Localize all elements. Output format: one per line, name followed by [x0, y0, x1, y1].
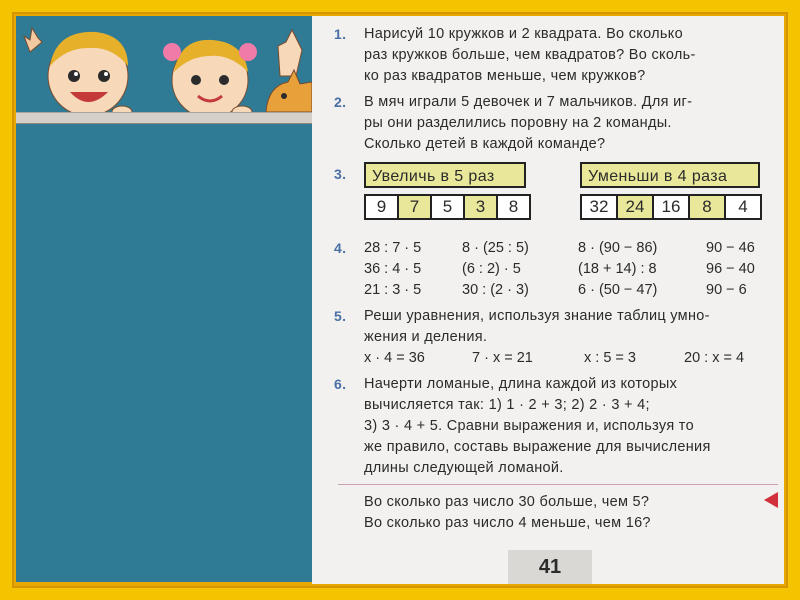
text-line: В мяч играли 5 девочек и 7 мальчиков. Для иг- — [364, 94, 693, 110]
expression: 30 : (2 · 3) — [462, 282, 529, 298]
textbook-page — [312, 16, 784, 584]
question: Во сколько раз число 30 больше, чем 5? — [364, 494, 650, 510]
task-number: 5. — [334, 308, 347, 324]
page-number: 41 — [508, 550, 592, 584]
expression: 90 − 6 — [706, 282, 747, 298]
text-line: же правило, составь выражение для вычисления — [364, 439, 711, 455]
text-line: жения и деления. — [364, 329, 488, 345]
equation: x : 5 = 3 — [584, 350, 636, 366]
task-text — [364, 306, 784, 348]
question: Во сколько раз число 4 меньше, чем 16? — [364, 515, 651, 531]
fence-rail — [16, 112, 312, 124]
number-cell: 16 — [652, 194, 690, 220]
decrease-cells — [580, 194, 760, 220]
text-line: 3) 3 · 4 + 5. Сравни выражения и, используя то — [364, 418, 694, 434]
number-cell: 8 — [688, 194, 726, 220]
illustration-panel — [16, 16, 312, 582]
expression-column-3 — [578, 238, 657, 301]
expression: 90 − 46 — [706, 240, 755, 256]
expression-column-1 — [364, 238, 421, 301]
equation: 7 · x = 21 — [472, 350, 533, 366]
question-text — [364, 492, 764, 534]
number-cell: 24 — [616, 194, 654, 220]
text-line: Начерти ломаные, длина каждой из которых — [364, 376, 678, 392]
task-number: 2. — [334, 94, 347, 110]
expression: 28 : 7 · 5 — [364, 240, 422, 256]
decrease-box-title: Уменьши в 4 раза — [580, 162, 760, 188]
increase-cells — [364, 194, 529, 220]
task-text — [364, 92, 784, 155]
expression: 21 : 3 · 5 — [364, 282, 422, 298]
task-number: 6. — [334, 376, 347, 392]
expression: 6 · (50 − 47) — [578, 282, 658, 298]
text-line: вычисляется так: 1) 1 · 2 + 3; 2) 2 · 3 + 4; — [364, 397, 650, 413]
equation: 20 : x = 4 — [684, 350, 745, 366]
task-text — [364, 374, 784, 479]
number-cell: 3 — [463, 194, 498, 220]
increase-box-title: Увеличь в 5 раз — [364, 162, 526, 188]
text-line: Нарисуй 10 кружков и 2 квадрата. Во сколько — [364, 26, 683, 42]
task-text — [364, 24, 784, 87]
section-divider — [338, 484, 778, 485]
expression-column-4 — [706, 238, 755, 301]
text-line: раз кружков больше, чем квадратов? Во сколь- — [364, 47, 696, 63]
expression: (18 + 14) : 8 — [578, 261, 657, 277]
task-number: 3. — [334, 166, 347, 182]
text-line: Сколько детей в каждой команде? — [364, 136, 606, 152]
number-cell: 5 — [430, 194, 465, 220]
number-cell: 9 — [364, 194, 399, 220]
expression: 8 · (90 − 86) — [578, 240, 658, 256]
expression: 36 : 4 · 5 — [364, 261, 422, 277]
number-cell: 32 — [580, 194, 618, 220]
expression: 96 − 40 — [706, 261, 755, 277]
text-line: ры они разделились поровну на 2 команды. — [364, 115, 672, 131]
expression: (6 : 2) · 5 — [462, 261, 521, 277]
text-line: ко раз квадратов меньше, чем кружков? — [364, 68, 646, 84]
triangle-marker-icon — [764, 492, 778, 508]
number-cell: 7 — [397, 194, 432, 220]
task-number: 1. — [334, 26, 347, 42]
number-cell: 8 — [496, 194, 531, 220]
expression-column-2 — [462, 238, 529, 301]
equation: x · 4 = 36 — [364, 350, 425, 366]
text-line: Реши уравнения, используя знание таблиц умно- — [364, 308, 710, 324]
text-line: длины следующей ломаной. — [364, 460, 564, 476]
number-cell: 4 — [724, 194, 762, 220]
task-number: 4. — [334, 240, 347, 256]
expression: 8 · (25 : 5) — [462, 240, 529, 256]
